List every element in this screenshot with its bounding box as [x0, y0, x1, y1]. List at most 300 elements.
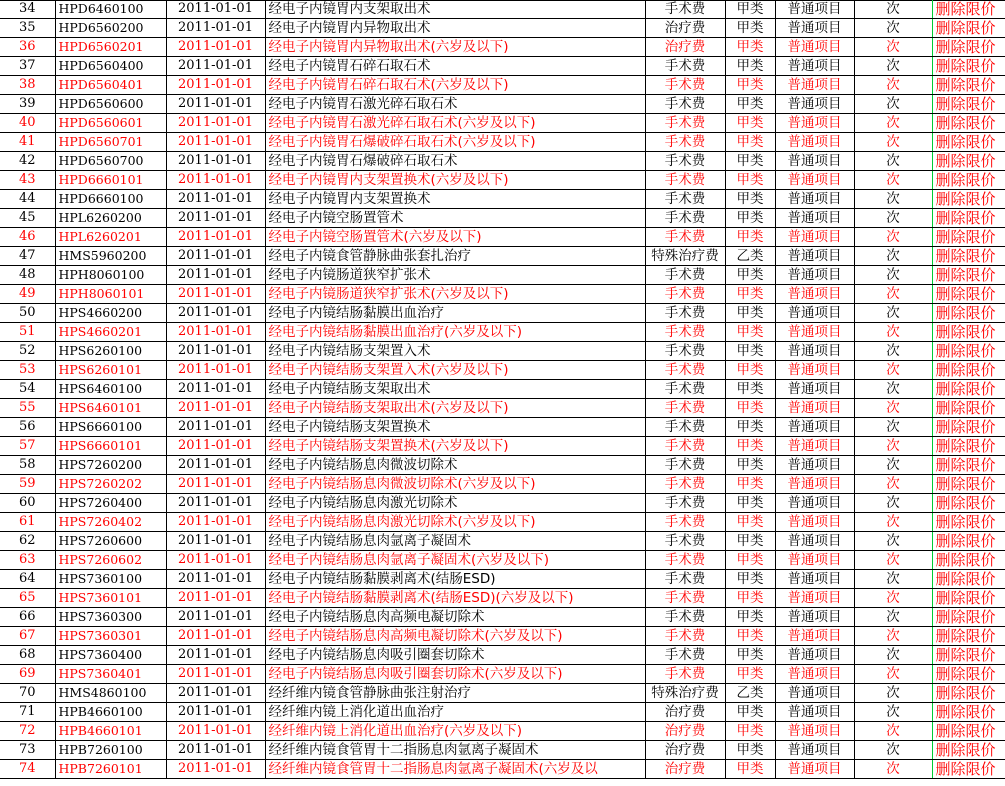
project-type-cell[interactable]: 普通项目: [775, 551, 854, 570]
item-code-cell[interactable]: HPS7360400: [55, 646, 166, 665]
effective-date-cell[interactable]: 2011-01-01: [166, 304, 265, 323]
project-type-cell[interactable]: 普通项目: [775, 437, 854, 456]
insurance-class-cell[interactable]: 甲类: [725, 76, 775, 95]
fee-category-cell[interactable]: 特殊治疗费: [645, 684, 725, 703]
item-code-cell[interactable]: HPD6660100: [55, 190, 166, 209]
unit-cell[interactable]: 次: [854, 570, 932, 589]
row-number-cell[interactable]: 44: [0, 190, 55, 209]
insurance-class-cell[interactable]: 甲类: [725, 665, 775, 684]
item-code-cell[interactable]: HPD6660101: [55, 171, 166, 190]
item-code-cell[interactable]: HPD6560600: [55, 95, 166, 114]
item-name-cell[interactable]: 经电子内镜结肠支架取出术: [265, 380, 645, 399]
project-type-cell[interactable]: 普通项目: [775, 171, 854, 190]
insurance-class-cell[interactable]: 甲类: [725, 589, 775, 608]
project-type-cell[interactable]: 普通项目: [775, 513, 854, 532]
effective-date-cell[interactable]: 2011-01-01: [166, 513, 265, 532]
row-number-cell[interactable]: 73: [0, 741, 55, 760]
fee-category-cell[interactable]: 治疗费: [645, 38, 725, 57]
insurance-class-cell[interactable]: 甲类: [725, 361, 775, 380]
item-name-cell[interactable]: 经电子内镜空肠置管术: [265, 209, 645, 228]
unit-cell[interactable]: 次: [854, 171, 932, 190]
unit-cell[interactable]: 次: [854, 760, 932, 779]
effective-date-cell[interactable]: 2011-01-01: [166, 532, 265, 551]
row-number-cell[interactable]: 65: [0, 589, 55, 608]
item-code-cell[interactable]: HPS4660201: [55, 323, 166, 342]
effective-date-cell[interactable]: 2011-01-01: [166, 399, 265, 418]
project-type-cell[interactable]: 普通项目: [775, 342, 854, 361]
item-code-cell[interactable]: HPD6560700: [55, 152, 166, 171]
unit-cell[interactable]: 次: [854, 589, 932, 608]
insurance-class-cell[interactable]: 甲类: [725, 342, 775, 361]
fee-category-cell[interactable]: 手术费: [645, 266, 725, 285]
remark-cell[interactable]: 删除限价: [932, 228, 1005, 247]
item-code-cell[interactable]: HPB7260101: [55, 760, 166, 779]
item-name-cell[interactable]: 经电子内镜肠道狭窄扩张术(六岁及以下): [265, 285, 645, 304]
row-number-cell[interactable]: 74: [0, 760, 55, 779]
insurance-class-cell[interactable]: 甲类: [725, 646, 775, 665]
remark-cell[interactable]: 删除限价: [932, 722, 1005, 741]
fee-category-cell[interactable]: 手术费: [645, 551, 725, 570]
row-number-cell[interactable]: 58: [0, 456, 55, 475]
project-type-cell[interactable]: 普通项目: [775, 703, 854, 722]
row-number-cell[interactable]: 51: [0, 323, 55, 342]
item-name-cell[interactable]: 经电子内镜胃石爆破碎石取石术: [265, 152, 645, 171]
row-number-cell[interactable]: 66: [0, 608, 55, 627]
item-name-cell[interactable]: 经电子内镜结肠支架置入术(六岁及以下): [265, 361, 645, 380]
remark-cell[interactable]: 删除限价: [932, 190, 1005, 209]
unit-cell[interactable]: 次: [854, 266, 932, 285]
effective-date-cell[interactable]: 2011-01-01: [166, 0, 265, 19]
remark-cell[interactable]: 删除限价: [932, 304, 1005, 323]
fee-category-cell[interactable]: 手术费: [645, 114, 725, 133]
effective-date-cell[interactable]: 2011-01-01: [166, 437, 265, 456]
fee-category-cell[interactable]: 手术费: [645, 95, 725, 114]
effective-date-cell[interactable]: 2011-01-01: [166, 95, 265, 114]
effective-date-cell[interactable]: 2011-01-01: [166, 342, 265, 361]
item-code-cell[interactable]: HPS7360301: [55, 627, 166, 646]
row-number-cell[interactable]: 39: [0, 95, 55, 114]
remark-cell[interactable]: 删除限价: [932, 570, 1005, 589]
fee-category-cell[interactable]: 手术费: [645, 380, 725, 399]
fee-category-cell[interactable]: 手术费: [645, 361, 725, 380]
item-code-cell[interactable]: HPS4660200: [55, 304, 166, 323]
insurance-class-cell[interactable]: 甲类: [725, 209, 775, 228]
item-code-cell[interactable]: HPS6660101: [55, 437, 166, 456]
project-type-cell[interactable]: 普通项目: [775, 608, 854, 627]
item-name-cell[interactable]: 经电子内镜肠道狭窄扩张术: [265, 266, 645, 285]
item-name-cell[interactable]: 经电子内镜结肠息肉吸引圈套切除术: [265, 646, 645, 665]
row-number-cell[interactable]: 72: [0, 722, 55, 741]
item-name-cell[interactable]: 经纤维内镜上消化道出血治疗(六岁及以下): [265, 722, 645, 741]
effective-date-cell[interactable]: 2011-01-01: [166, 133, 265, 152]
item-name-cell[interactable]: 经纤维内镜食管静脉曲张注射治疗: [265, 684, 645, 703]
project-type-cell[interactable]: 普通项目: [775, 760, 854, 779]
insurance-class-cell[interactable]: 甲类: [725, 456, 775, 475]
fee-category-cell[interactable]: 手术费: [645, 190, 725, 209]
remark-cell[interactable]: 删除限价: [932, 342, 1005, 361]
fee-category-cell[interactable]: 治疗费: [645, 722, 725, 741]
fee-category-cell[interactable]: 治疗费: [645, 703, 725, 722]
remark-cell[interactable]: 删除限价: [932, 57, 1005, 76]
remark-cell[interactable]: 删除限价: [932, 494, 1005, 513]
effective-date-cell[interactable]: 2011-01-01: [166, 494, 265, 513]
project-type-cell[interactable]: 普通项目: [775, 114, 854, 133]
remark-cell[interactable]: 删除限价: [932, 646, 1005, 665]
remark-cell[interactable]: 删除限价: [932, 760, 1005, 779]
effective-date-cell[interactable]: 2011-01-01: [166, 722, 265, 741]
effective-date-cell[interactable]: 2011-01-01: [166, 551, 265, 570]
fee-category-cell[interactable]: 手术费: [645, 570, 725, 589]
project-type-cell[interactable]: 普通项目: [775, 57, 854, 76]
insurance-class-cell[interactable]: 甲类: [725, 323, 775, 342]
item-code-cell[interactable]: HPS7260202: [55, 475, 166, 494]
item-code-cell[interactable]: HPS7360101: [55, 589, 166, 608]
fee-category-cell[interactable]: 治疗费: [645, 19, 725, 38]
item-name-cell[interactable]: 经电子内镜结肠支架置入术: [265, 342, 645, 361]
item-code-cell[interactable]: HPD6560601: [55, 114, 166, 133]
insurance-class-cell[interactable]: 甲类: [725, 133, 775, 152]
fee-category-cell[interactable]: 手术费: [645, 475, 725, 494]
insurance-class-cell[interactable]: 甲类: [725, 266, 775, 285]
project-type-cell[interactable]: 普通项目: [775, 38, 854, 57]
unit-cell[interactable]: 次: [854, 114, 932, 133]
fee-category-cell[interactable]: 手术费: [645, 342, 725, 361]
item-name-cell[interactable]: 经电子内镜胃石爆破碎石取石术(六岁及以下): [265, 133, 645, 152]
fee-category-cell[interactable]: 手术费: [645, 646, 725, 665]
item-name-cell[interactable]: 经电子内镜胃内支架置换术: [265, 190, 645, 209]
item-name-cell[interactable]: 经电子内镜结肠息肉高频电凝切除术: [265, 608, 645, 627]
project-type-cell[interactable]: 普通项目: [775, 570, 854, 589]
insurance-class-cell[interactable]: 甲类: [725, 19, 775, 38]
item-code-cell[interactable]: HPS7260600: [55, 532, 166, 551]
item-code-cell[interactable]: HPD6560200: [55, 19, 166, 38]
row-number-cell[interactable]: 67: [0, 627, 55, 646]
remark-cell[interactable]: 删除限价: [932, 437, 1005, 456]
item-code-cell[interactable]: HPS6460101: [55, 399, 166, 418]
row-number-cell[interactable]: 55: [0, 399, 55, 418]
remark-cell[interactable]: 删除限价: [932, 95, 1005, 114]
row-number-cell[interactable]: 37: [0, 57, 55, 76]
remark-cell[interactable]: 删除限价: [932, 551, 1005, 570]
unit-cell[interactable]: 次: [854, 494, 932, 513]
row-number-cell[interactable]: 36: [0, 38, 55, 57]
effective-date-cell[interactable]: 2011-01-01: [166, 76, 265, 95]
item-name-cell[interactable]: 经电子内镜结肠息肉激光切除术: [265, 494, 645, 513]
remark-cell[interactable]: 删除限价: [932, 741, 1005, 760]
fee-category-cell[interactable]: 手术费: [645, 437, 725, 456]
row-number-cell[interactable]: 35: [0, 19, 55, 38]
remark-cell[interactable]: 删除限价: [932, 418, 1005, 437]
project-type-cell[interactable]: 普通项目: [775, 494, 854, 513]
effective-date-cell[interactable]: 2011-01-01: [166, 209, 265, 228]
item-code-cell[interactable]: HPD6560701: [55, 133, 166, 152]
item-name-cell[interactable]: 经电子内镜结肠黏膜剥离术(结肠ESD)(六岁及以下): [265, 589, 645, 608]
item-code-cell[interactable]: HPB4660101: [55, 722, 166, 741]
insurance-class-cell[interactable]: 甲类: [725, 627, 775, 646]
item-code-cell[interactable]: HPS6260100: [55, 342, 166, 361]
insurance-class-cell[interactable]: 甲类: [725, 760, 775, 779]
insurance-class-cell[interactable]: 甲类: [725, 152, 775, 171]
effective-date-cell[interactable]: 2011-01-01: [166, 475, 265, 494]
remark-cell[interactable]: 删除限价: [932, 589, 1005, 608]
effective-date-cell[interactable]: 2011-01-01: [166, 608, 265, 627]
remark-cell[interactable]: 删除限价: [932, 76, 1005, 95]
project-type-cell[interactable]: 普通项目: [775, 646, 854, 665]
unit-cell[interactable]: 次: [854, 418, 932, 437]
effective-date-cell[interactable]: 2011-01-01: [166, 19, 265, 38]
fee-category-cell[interactable]: 手术费: [645, 456, 725, 475]
insurance-class-cell[interactable]: 甲类: [725, 513, 775, 532]
project-type-cell[interactable]: 普通项目: [775, 741, 854, 760]
remark-cell[interactable]: 删除限价: [932, 133, 1005, 152]
remark-cell[interactable]: 删除限价: [932, 399, 1005, 418]
item-code-cell[interactable]: HPD6560400: [55, 57, 166, 76]
item-name-cell[interactable]: 经纤维内镜食管胃十二指肠息肉氩离子凝固术: [265, 741, 645, 760]
remark-cell[interactable]: 删除限价: [932, 209, 1005, 228]
row-number-cell[interactable]: 59: [0, 475, 55, 494]
unit-cell[interactable]: 次: [854, 133, 932, 152]
fee-category-cell[interactable]: 手术费: [645, 418, 725, 437]
item-name-cell[interactable]: 经电子内镜食管静脉曲张套扎治疗: [265, 247, 645, 266]
unit-cell[interactable]: 次: [854, 608, 932, 627]
insurance-class-cell[interactable]: 甲类: [725, 608, 775, 627]
fee-category-cell[interactable]: 手术费: [645, 57, 725, 76]
remark-cell[interactable]: 删除限价: [932, 266, 1005, 285]
remark-cell[interactable]: 删除限价: [932, 380, 1005, 399]
item-code-cell[interactable]: HPL6260200: [55, 209, 166, 228]
insurance-class-cell[interactable]: 乙类: [725, 247, 775, 266]
insurance-class-cell[interactable]: 甲类: [725, 532, 775, 551]
project-type-cell[interactable]: 普通项目: [775, 418, 854, 437]
row-number-cell[interactable]: 45: [0, 209, 55, 228]
item-name-cell[interactable]: 经电子内镜胃内异物取出术(六岁及以下): [265, 38, 645, 57]
remark-cell[interactable]: 删除限价: [932, 475, 1005, 494]
remark-cell[interactable]: 删除限价: [932, 19, 1005, 38]
unit-cell[interactable]: 次: [854, 342, 932, 361]
row-number-cell[interactable]: 60: [0, 494, 55, 513]
item-name-cell[interactable]: 经电子内镜胃内支架取出术: [265, 0, 645, 19]
insurance-class-cell[interactable]: 甲类: [725, 741, 775, 760]
effective-date-cell[interactable]: 2011-01-01: [166, 114, 265, 133]
fee-category-cell[interactable]: 手术费: [645, 399, 725, 418]
unit-cell[interactable]: 次: [854, 646, 932, 665]
project-type-cell[interactable]: 普通项目: [775, 475, 854, 494]
fee-category-cell[interactable]: 治疗费: [645, 741, 725, 760]
remark-cell[interactable]: 删除限价: [932, 323, 1005, 342]
unit-cell[interactable]: 次: [854, 19, 932, 38]
effective-date-cell[interactable]: 2011-01-01: [166, 247, 265, 266]
item-name-cell[interactable]: 经纤维内镜上消化道出血治疗: [265, 703, 645, 722]
fee-category-cell[interactable]: 手术费: [645, 589, 725, 608]
item-name-cell[interactable]: 经电子内镜结肠息肉微波切除术: [265, 456, 645, 475]
effective-date-cell[interactable]: 2011-01-01: [166, 741, 265, 760]
unit-cell[interactable]: 次: [854, 456, 932, 475]
fee-category-cell[interactable]: 手术费: [645, 152, 725, 171]
insurance-class-cell[interactable]: 甲类: [725, 285, 775, 304]
effective-date-cell[interactable]: 2011-01-01: [166, 760, 265, 779]
insurance-class-cell[interactable]: 甲类: [725, 551, 775, 570]
remark-cell[interactable]: 删除限价: [932, 665, 1005, 684]
insurance-class-cell[interactable]: 甲类: [725, 722, 775, 741]
effective-date-cell[interactable]: 2011-01-01: [166, 266, 265, 285]
effective-date-cell[interactable]: 2011-01-01: [166, 684, 265, 703]
fee-category-cell[interactable]: 手术费: [645, 513, 725, 532]
unit-cell[interactable]: 次: [854, 38, 932, 57]
item-name-cell[interactable]: 经电子内镜结肠息肉吸引圈套切除术(六岁及以下): [265, 665, 645, 684]
item-name-cell[interactable]: 经电子内镜结肠黏膜剥离术(结肠ESD): [265, 570, 645, 589]
project-type-cell[interactable]: 普通项目: [775, 323, 854, 342]
project-type-cell[interactable]: 普通项目: [775, 456, 854, 475]
fee-category-cell[interactable]: 手术费: [645, 171, 725, 190]
item-name-cell[interactable]: 经电子内镜结肠支架取出术(六岁及以下): [265, 399, 645, 418]
row-number-cell[interactable]: 48: [0, 266, 55, 285]
unit-cell[interactable]: 次: [854, 95, 932, 114]
effective-date-cell[interactable]: 2011-01-01: [166, 646, 265, 665]
item-code-cell[interactable]: HPS6260101: [55, 361, 166, 380]
unit-cell[interactable]: 次: [854, 513, 932, 532]
remark-cell[interactable]: 删除限价: [932, 513, 1005, 532]
project-type-cell[interactable]: 普通项目: [775, 722, 854, 741]
remark-cell[interactable]: 删除限价: [932, 684, 1005, 703]
insurance-class-cell[interactable]: 甲类: [725, 475, 775, 494]
effective-date-cell[interactable]: 2011-01-01: [166, 380, 265, 399]
item-name-cell[interactable]: 经电子内镜结肠息肉高频电凝切除术(六岁及以下): [265, 627, 645, 646]
row-number-cell[interactable]: 61: [0, 513, 55, 532]
item-name-cell[interactable]: 经电子内镜结肠息肉激光切除术(六岁及以下): [265, 513, 645, 532]
effective-date-cell[interactable]: 2011-01-01: [166, 152, 265, 171]
project-type-cell[interactable]: 普通项目: [775, 665, 854, 684]
unit-cell[interactable]: 次: [854, 551, 932, 570]
item-name-cell[interactable]: 经电子内镜结肠黏膜出血治疗(六岁及以下): [265, 323, 645, 342]
effective-date-cell[interactable]: 2011-01-01: [166, 703, 265, 722]
row-number-cell[interactable]: 69: [0, 665, 55, 684]
remark-cell[interactable]: 删除限价: [932, 703, 1005, 722]
row-number-cell[interactable]: 68: [0, 646, 55, 665]
effective-date-cell[interactable]: 2011-01-01: [166, 361, 265, 380]
item-name-cell[interactable]: 经电子内镜胃石碎石取石术: [265, 57, 645, 76]
unit-cell[interactable]: 次: [854, 665, 932, 684]
project-type-cell[interactable]: 普通项目: [775, 589, 854, 608]
effective-date-cell[interactable]: 2011-01-01: [166, 570, 265, 589]
row-number-cell[interactable]: 56: [0, 418, 55, 437]
project-type-cell[interactable]: 普通项目: [775, 19, 854, 38]
insurance-class-cell[interactable]: 乙类: [725, 684, 775, 703]
remark-cell[interactable]: 删除限价: [932, 608, 1005, 627]
item-code-cell[interactable]: HPD6560401: [55, 76, 166, 95]
fee-category-cell[interactable]: 手术费: [645, 608, 725, 627]
remark-cell[interactable]: 删除限价: [932, 247, 1005, 266]
item-name-cell[interactable]: 经电子内镜结肠支架置换术: [265, 418, 645, 437]
row-number-cell[interactable]: 52: [0, 342, 55, 361]
unit-cell[interactable]: 次: [854, 0, 932, 19]
item-code-cell[interactable]: HPS6660100: [55, 418, 166, 437]
unit-cell[interactable]: 次: [854, 57, 932, 76]
unit-cell[interactable]: 次: [854, 627, 932, 646]
project-type-cell[interactable]: 普通项目: [775, 133, 854, 152]
insurance-class-cell[interactable]: 甲类: [725, 190, 775, 209]
project-type-cell[interactable]: 普通项目: [775, 76, 854, 95]
row-number-cell[interactable]: 54: [0, 380, 55, 399]
item-code-cell[interactable]: HPB7260100: [55, 741, 166, 760]
unit-cell[interactable]: 次: [854, 532, 932, 551]
effective-date-cell[interactable]: 2011-01-01: [166, 171, 265, 190]
row-number-cell[interactable]: 46: [0, 228, 55, 247]
row-number-cell[interactable]: 63: [0, 551, 55, 570]
item-code-cell[interactable]: HPS7260402: [55, 513, 166, 532]
project-type-cell[interactable]: 普通项目: [775, 627, 854, 646]
fee-category-cell[interactable]: 手术费: [645, 494, 725, 513]
fee-category-cell[interactable]: 手术费: [645, 304, 725, 323]
effective-date-cell[interactable]: 2011-01-01: [166, 418, 265, 437]
effective-date-cell[interactable]: 2011-01-01: [166, 323, 265, 342]
fee-category-cell[interactable]: 手术费: [645, 228, 725, 247]
row-number-cell[interactable]: 70: [0, 684, 55, 703]
project-type-cell[interactable]: 普通项目: [775, 247, 854, 266]
item-code-cell[interactable]: HPH8060101: [55, 285, 166, 304]
item-code-cell[interactable]: HPS7260602: [55, 551, 166, 570]
fee-category-cell[interactable]: 特殊治疗费: [645, 247, 725, 266]
remark-cell[interactable]: 删除限价: [932, 114, 1005, 133]
item-code-cell[interactable]: HPH8060100: [55, 266, 166, 285]
unit-cell[interactable]: 次: [854, 323, 932, 342]
unit-cell[interactable]: 次: [854, 76, 932, 95]
insurance-class-cell[interactable]: 甲类: [725, 95, 775, 114]
remark-cell[interactable]: 删除限价: [932, 456, 1005, 475]
row-number-cell[interactable]: 62: [0, 532, 55, 551]
remark-cell[interactable]: 删除限价: [932, 285, 1005, 304]
unit-cell[interactable]: 次: [854, 304, 932, 323]
remark-cell[interactable]: 删除限价: [932, 38, 1005, 57]
unit-cell[interactable]: 次: [854, 285, 932, 304]
effective-date-cell[interactable]: 2011-01-01: [166, 627, 265, 646]
fee-category-cell[interactable]: 手术费: [645, 76, 725, 95]
project-type-cell[interactable]: 普通项目: [775, 285, 854, 304]
insurance-class-cell[interactable]: 甲类: [725, 171, 775, 190]
remark-cell[interactable]: 删除限价: [932, 171, 1005, 190]
row-number-cell[interactable]: 64: [0, 570, 55, 589]
row-number-cell[interactable]: 50: [0, 304, 55, 323]
unit-cell[interactable]: 次: [854, 152, 932, 171]
project-type-cell[interactable]: 普通项目: [775, 209, 854, 228]
fee-category-cell[interactable]: 手术费: [645, 133, 725, 152]
remark-cell[interactable]: 删除限价: [932, 532, 1005, 551]
unit-cell[interactable]: 次: [854, 247, 932, 266]
remark-cell[interactable]: 删除限价: [932, 361, 1005, 380]
remark-cell[interactable]: 删除限价: [932, 627, 1005, 646]
insurance-class-cell[interactable]: 甲类: [725, 228, 775, 247]
unit-cell[interactable]: 次: [854, 703, 932, 722]
item-code-cell[interactable]: HPD6460100: [55, 0, 166, 19]
unit-cell[interactable]: 次: [854, 722, 932, 741]
item-code-cell[interactable]: HPS7360300: [55, 608, 166, 627]
item-code-cell[interactable]: HMS4860100: [55, 684, 166, 703]
item-name-cell[interactable]: 经电子内镜胃石碎石取石术(六岁及以下): [265, 76, 645, 95]
fee-category-cell[interactable]: 手术费: [645, 323, 725, 342]
unit-cell[interactable]: 次: [854, 684, 932, 703]
row-number-cell[interactable]: 40: [0, 114, 55, 133]
remark-cell[interactable]: 删除限价: [932, 0, 1005, 19]
insurance-class-cell[interactable]: 甲类: [725, 57, 775, 76]
row-number-cell[interactable]: 49: [0, 285, 55, 304]
row-number-cell[interactable]: 41: [0, 133, 55, 152]
row-number-cell[interactable]: 47: [0, 247, 55, 266]
row-number-cell[interactable]: 42: [0, 152, 55, 171]
row-number-cell[interactable]: 71: [0, 703, 55, 722]
project-type-cell[interactable]: 普通项目: [775, 304, 854, 323]
item-name-cell[interactable]: 经电子内镜结肠息肉氩离子凝固术: [265, 532, 645, 551]
row-number-cell[interactable]: 43: [0, 171, 55, 190]
row-number-cell[interactable]: 38: [0, 76, 55, 95]
